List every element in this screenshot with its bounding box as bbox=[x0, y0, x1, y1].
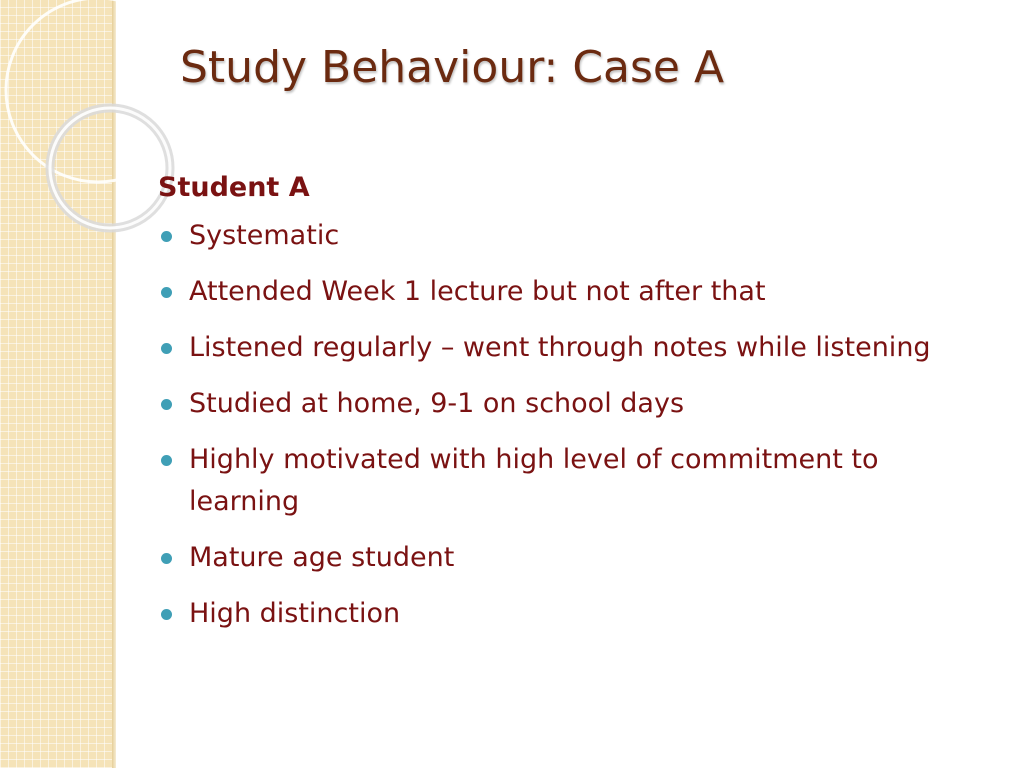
bullet-item bbox=[158, 537, 958, 579]
bullet-text: Systematic bbox=[189, 220, 340, 251]
slide-title: Study Behaviour: Case A bbox=[180, 42, 725, 93]
decorative-ring-large bbox=[6, 0, 190, 182]
bullet-text: Mature age student bbox=[189, 542, 455, 573]
bullet-item bbox=[158, 327, 958, 369]
bullet-text: Studied at home, 9-1 on school days bbox=[189, 388, 685, 419]
bullet-dot-icon bbox=[161, 553, 172, 564]
bullet-list bbox=[158, 215, 958, 635]
bullet-dot-icon bbox=[161, 399, 172, 410]
bullet-dot-icon bbox=[161, 343, 172, 354]
bullet-item bbox=[158, 439, 958, 523]
slide-content bbox=[158, 172, 958, 649]
bullet-dot-icon bbox=[161, 287, 172, 298]
bullet-item bbox=[158, 593, 958, 635]
bullet-dot-icon bbox=[161, 231, 172, 242]
decorative-ring-small-highlight bbox=[50, 108, 170, 228]
bullet-item bbox=[158, 215, 958, 257]
bullet-text: Attended Week 1 lecture but not after that bbox=[189, 276, 766, 307]
bullet-dot-icon bbox=[161, 455, 172, 466]
bullet-text: High distinction bbox=[189, 598, 401, 629]
bullet-item bbox=[158, 271, 958, 313]
bullet-text: Highly motivated with high level of commitment to learning bbox=[189, 444, 879, 517]
bullet-text: Listened regularly – went through notes while listening bbox=[189, 332, 931, 363]
student-heading: Student A bbox=[158, 172, 310, 203]
bullet-dot-icon bbox=[161, 609, 172, 620]
bullet-item bbox=[158, 383, 958, 425]
